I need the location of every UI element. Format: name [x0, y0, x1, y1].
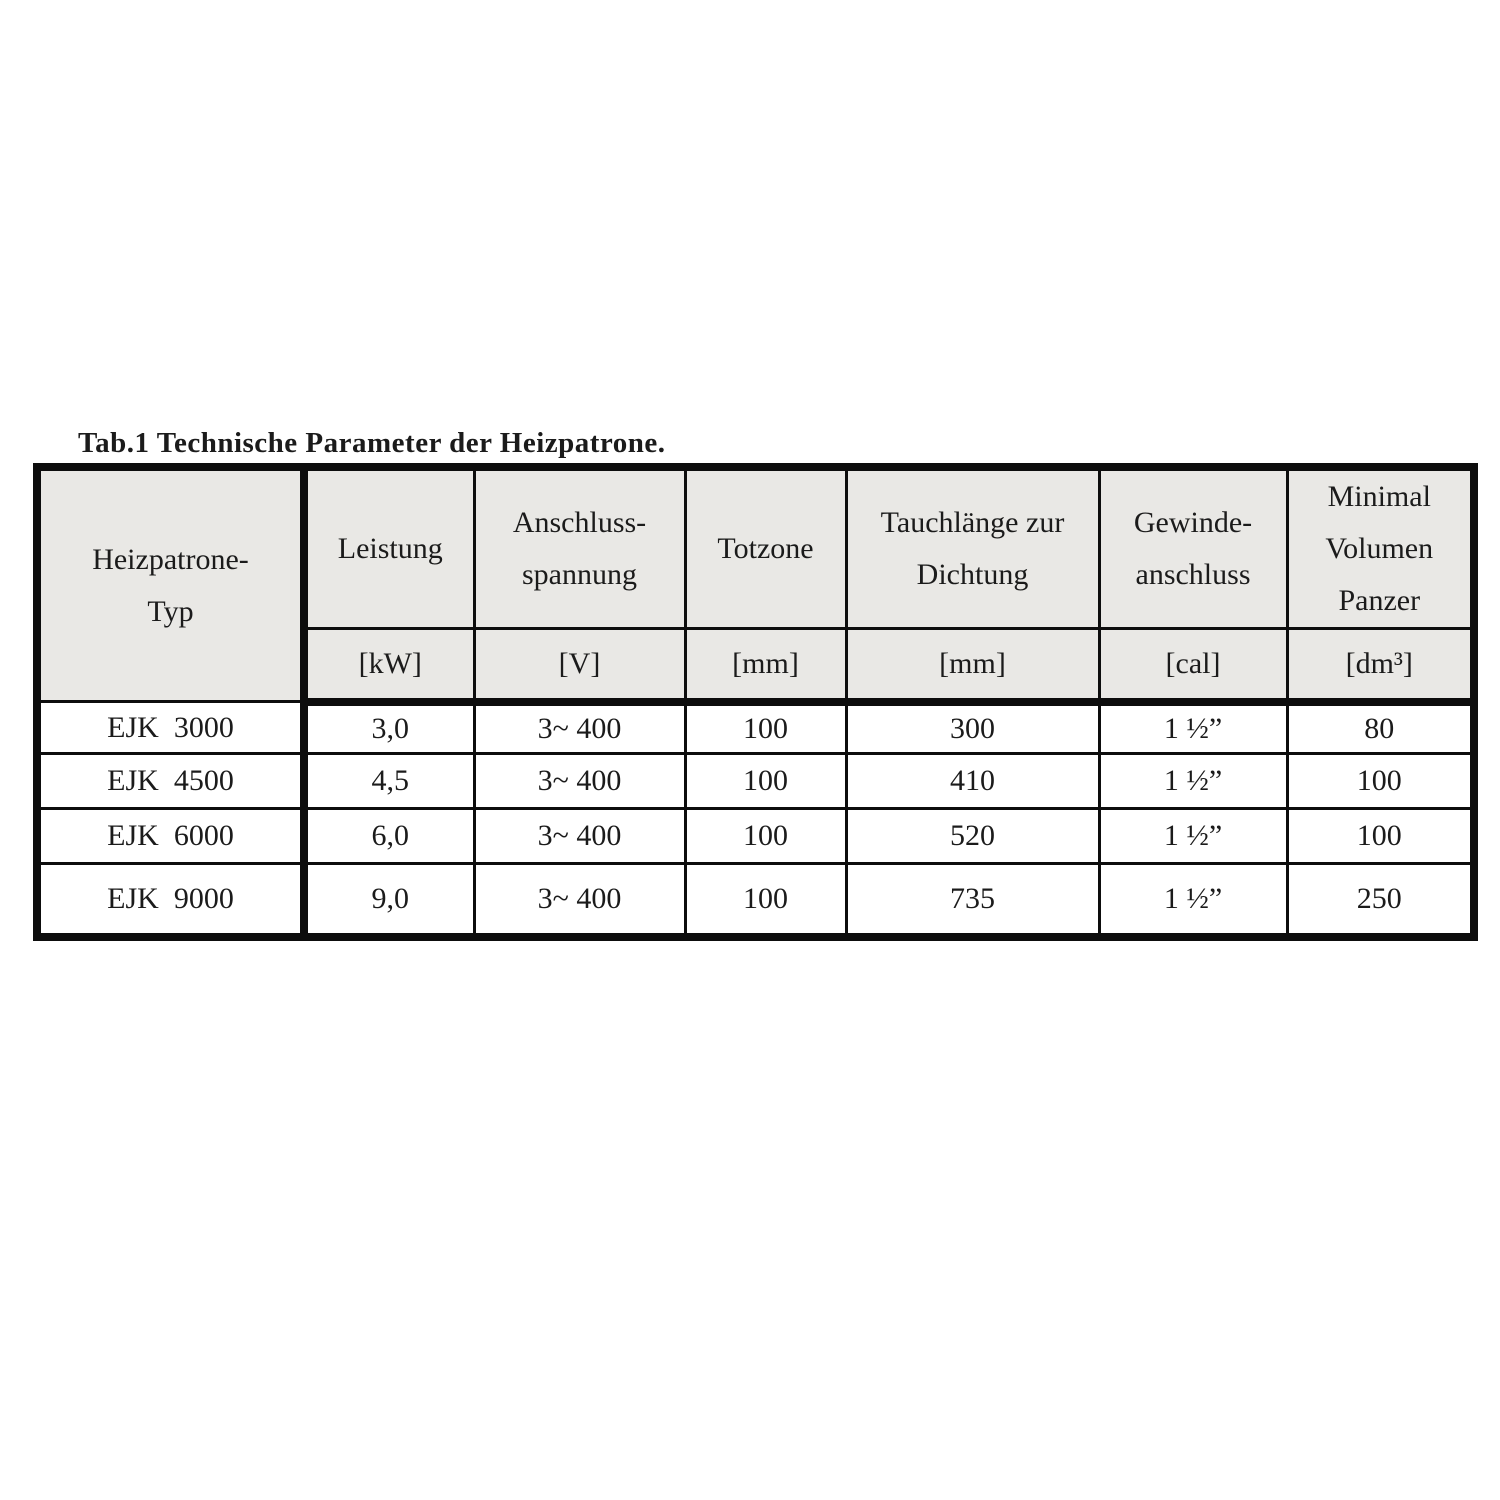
cell-gewinde: 1 ½”: [1099, 809, 1287, 864]
cell-totzone: 100: [685, 754, 846, 809]
header-line: Tauchlänge zur: [880, 506, 1065, 539]
cell-volumen: 100: [1287, 809, 1474, 864]
col-header-tauchlaenge: [846, 467, 1099, 629]
header-line: spannung: [522, 558, 637, 591]
technical-parameters-table: [33, 463, 1478, 941]
unit-tauchlaenge: [mm]: [846, 629, 1099, 702]
cell-typ: EJK 3000: [37, 702, 304, 754]
cell-leistung: 4,5: [304, 754, 474, 809]
cell-totzone: 100: [685, 702, 846, 754]
table-row: [37, 754, 1474, 809]
cell-volumen: 100: [1287, 754, 1474, 809]
cell-gewinde: 1 ½”: [1099, 702, 1287, 754]
cell-spannung: 3~ 400: [474, 809, 685, 864]
header-line: Totzone: [717, 532, 814, 565]
col-header-minimal-volumen-panzer: [1287, 467, 1474, 629]
header-line: Panzer: [1338, 584, 1421, 617]
unit-totzone: [mm]: [685, 629, 846, 702]
header-line: Typ: [147, 594, 194, 628]
header-line: Dichtung: [916, 558, 1029, 591]
header-line: Anschluss-: [512, 506, 647, 539]
unit-minimal-volumen: [dm³]: [1287, 629, 1474, 702]
col-header-heizpatrone-typ: [37, 467, 304, 702]
table-row: [37, 809, 1474, 864]
cell-tauchlaenge: 410: [846, 754, 1099, 809]
header-line: Leistung: [337, 532, 443, 565]
cell-gewinde: 1 ½”: [1099, 754, 1287, 809]
cell-volumen: 250: [1287, 864, 1474, 937]
cell-spannung: 3~ 400: [474, 754, 685, 809]
cell-totzone: 100: [685, 864, 846, 937]
cell-tauchlaenge: 735: [846, 864, 1099, 937]
col-header-gewindeanschluss: [1099, 467, 1287, 629]
cell-tauchlaenge: 520: [846, 809, 1099, 864]
header-line: Gewinde-: [1133, 506, 1253, 539]
cell-leistung: 9,0: [304, 864, 474, 937]
cell-typ: EJK 6000: [37, 809, 304, 864]
col-header-totzone: [685, 467, 846, 629]
table-row: [37, 864, 1474, 937]
cell-typ: EJK 4500: [37, 754, 304, 809]
unit-leistung: [kW]: [304, 629, 474, 702]
cell-spannung: 3~ 400: [474, 702, 685, 754]
col-header-anschlussspannung: [474, 467, 685, 629]
cell-totzone: 100: [685, 809, 846, 864]
cell-tauchlaenge: 300: [846, 702, 1099, 754]
cell-leistung: 3,0: [304, 702, 474, 754]
header-line: Volumen: [1325, 532, 1434, 565]
cell-leistung: 6,0: [304, 809, 474, 864]
header-row-names: [37, 467, 1474, 629]
cell-gewinde: 1 ½”: [1099, 864, 1287, 937]
header-line: anschluss: [1135, 558, 1251, 591]
cell-volumen: 80: [1287, 702, 1474, 754]
unit-anschlussspannung: [V]: [474, 629, 685, 702]
col-header-leistung: [304, 467, 474, 629]
header-line: Heizpatrone-: [92, 542, 249, 576]
unit-gewindeanschluss: [cal]: [1099, 629, 1287, 702]
cell-spannung: 3~ 400: [474, 864, 685, 937]
header-line: Minimal: [1327, 480, 1431, 513]
cell-typ: EJK 9000: [37, 864, 304, 937]
table-caption: Tab.1 Technische Parameter der Heizpatrone.: [78, 427, 666, 459]
table-row: [37, 702, 1474, 754]
